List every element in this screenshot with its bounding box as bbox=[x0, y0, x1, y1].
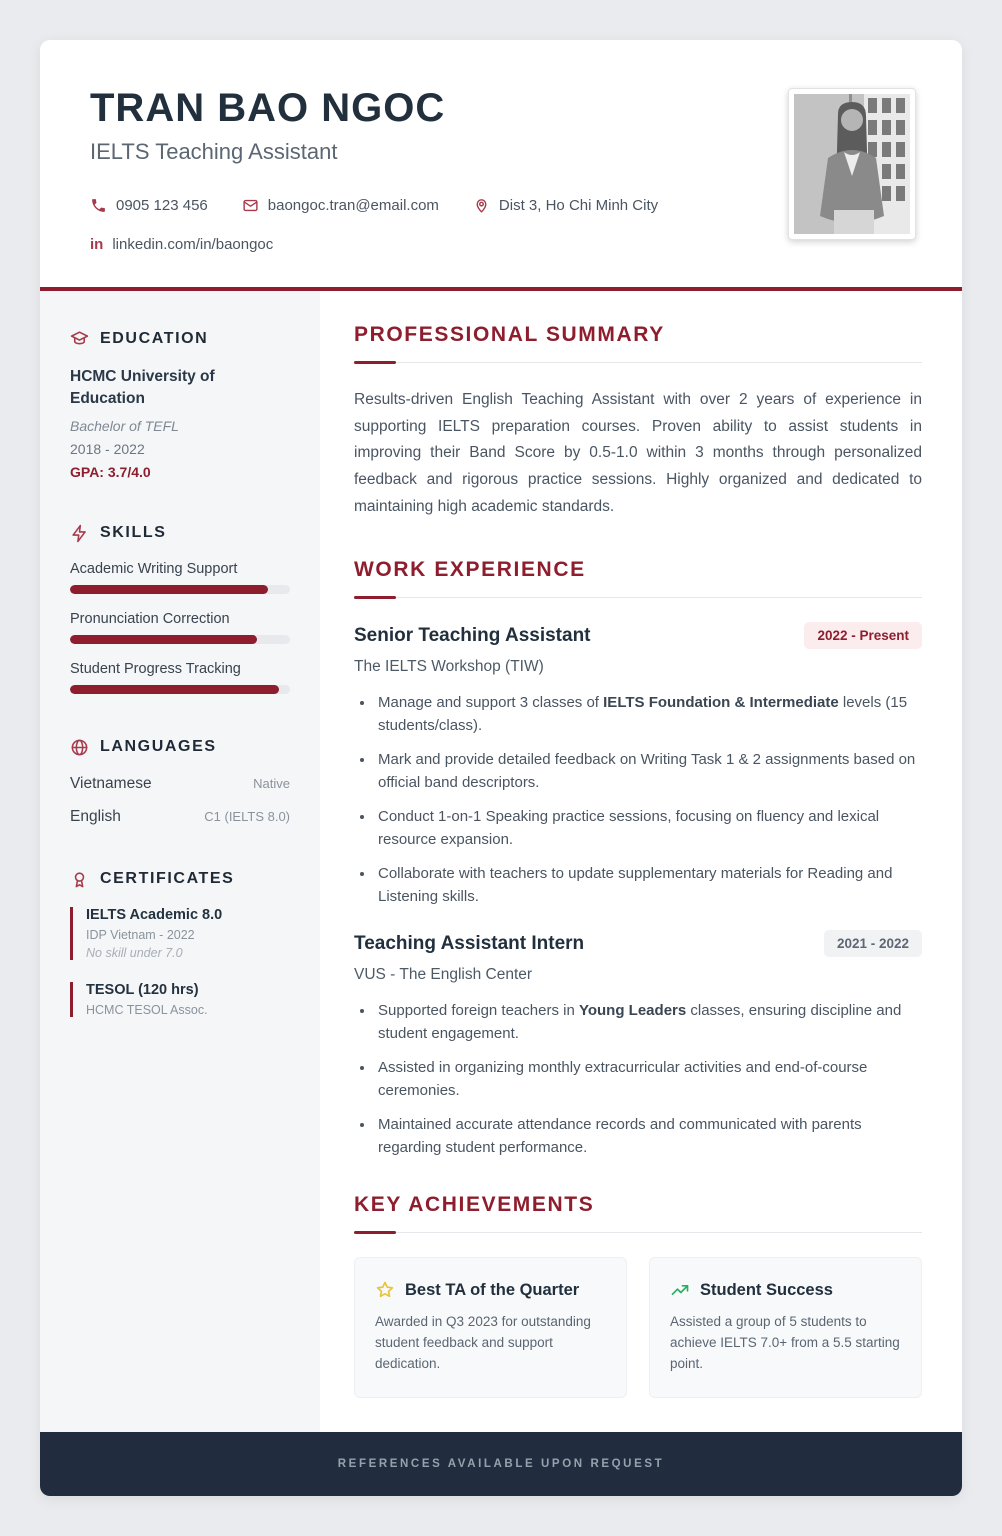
job-title: Teaching Assistant Intern bbox=[354, 932, 585, 954]
skill-bar-fill bbox=[70, 685, 279, 694]
phone-contact bbox=[90, 197, 208, 214]
linkedin-url: linkedin.com/in/baongoc bbox=[112, 236, 274, 253]
education-years: 2018 - 2022 bbox=[70, 440, 145, 457]
job-bullet: • Assisted in organizing monthly extracurricular activities and end-of-course ceremonies. bbox=[375, 1057, 922, 1102]
job-bullet: • Conduct 1-on-1 Speaking practice sessions, focusing on fluency and lexical resource expansion. bbox=[375, 806, 922, 851]
medal-icon bbox=[70, 870, 89, 889]
content-columns bbox=[40, 291, 962, 1432]
skill-bar-track bbox=[70, 635, 290, 644]
job-header bbox=[354, 930, 922, 957]
education-gpa: GPA: 3.7/4.0 bbox=[70, 463, 151, 480]
location-text: Dist 3, Ho Chi Minh City bbox=[498, 197, 659, 214]
achievement-card bbox=[649, 1257, 922, 1398]
job-company: The IELTS Workshop (TIW) bbox=[354, 658, 544, 676]
languages-section bbox=[70, 738, 290, 826]
location-pin-icon bbox=[473, 197, 490, 214]
languages-heading: LANGUAGES bbox=[70, 738, 290, 757]
certificate-item: IELTS Academic 8.0 IDP Vietnam - 2022 No skill under 7.0 bbox=[70, 907, 290, 960]
achievement-text: Assisted a group of 5 students to achieve IELTS 7.0+ from a 5.5 starting point. bbox=[670, 1314, 900, 1372]
skills-section bbox=[70, 524, 290, 694]
achievements-section bbox=[354, 1193, 922, 1398]
phone-icon bbox=[90, 197, 107, 214]
job-header bbox=[354, 622, 922, 649]
section-rule bbox=[354, 362, 922, 363]
trending-up-icon bbox=[670, 1280, 690, 1300]
profile-photo-image bbox=[794, 94, 910, 234]
achievement-title: Best TA of the Quarter bbox=[405, 1280, 580, 1299]
job-company: VUS - The English Center bbox=[354, 966, 533, 984]
achievements-grid bbox=[354, 1257, 922, 1398]
star-icon bbox=[375, 1280, 395, 1300]
footer-text: REFERENCES AVAILABLE UPON REQUEST bbox=[337, 1458, 665, 1470]
skill-bar-track bbox=[70, 585, 290, 594]
achievement-title: Student Success bbox=[700, 1280, 833, 1299]
skill-bar-fill bbox=[70, 585, 268, 594]
job-bullet: • Supported foreign teachers in Young Leaders classes, ensuring discipline and student engagement. bbox=[375, 1000, 922, 1045]
skill-item: Student Progress Tracking bbox=[70, 661, 290, 694]
skill-item: Academic Writing Support bbox=[70, 561, 290, 594]
profile-photo bbox=[788, 88, 916, 240]
certificates-heading: CERTIFICATES bbox=[70, 870, 290, 889]
section-rule bbox=[354, 1232, 922, 1233]
achievement-title-row bbox=[670, 1280, 901, 1300]
skills-heading: SKILLS bbox=[70, 524, 290, 543]
candidate-name: TRAN BAO NGOC bbox=[90, 86, 446, 130]
achievement-text: Awarded in Q3 2023 for outstanding student feedback and support dedication. bbox=[375, 1314, 591, 1372]
lightning-icon bbox=[70, 524, 89, 543]
graduation-cap-icon bbox=[70, 329, 89, 348]
language-row: English C1 (IELTS 8.0) bbox=[70, 807, 290, 825]
education-section bbox=[70, 329, 290, 480]
job-period-badge: 2022 - Present bbox=[804, 622, 922, 649]
contact-row-1 bbox=[90, 197, 658, 214]
summary-heading: PROFESSIONAL SUMMARY bbox=[354, 323, 665, 346]
job-bullet: • Manage and support 3 classes of IELTS Foundation & Intermediate levels (15 students/class). bbox=[375, 692, 922, 737]
achievement-title-row bbox=[375, 1280, 606, 1300]
achievement-card bbox=[354, 1257, 627, 1398]
sidebar bbox=[40, 291, 320, 1432]
experience-section bbox=[354, 558, 922, 1159]
skill-bar-track bbox=[70, 685, 290, 694]
envelope-icon bbox=[242, 197, 259, 214]
location-contact bbox=[473, 197, 658, 214]
certificate-item: TESOL (120 hrs) HCMC TESOL Assoc. bbox=[70, 982, 290, 1017]
linkedin-icon: in bbox=[90, 236, 104, 253]
job-entry bbox=[354, 930, 922, 1159]
job-bullet-list bbox=[354, 1000, 922, 1159]
linkedin-contact[interactable] bbox=[90, 236, 273, 253]
section-rule bbox=[354, 597, 922, 598]
phone-number: 0905 123 456 bbox=[116, 197, 208, 214]
email-address: baongoc.tran@email.com bbox=[267, 197, 439, 214]
header bbox=[40, 40, 962, 287]
skill-bar-fill bbox=[70, 635, 257, 644]
resume-card bbox=[40, 40, 962, 1496]
certificates-section bbox=[70, 870, 290, 1017]
education-school: HCMC University of Education bbox=[70, 368, 215, 408]
job-title: Senior Teaching Assistant bbox=[354, 624, 591, 646]
job-bullet-list bbox=[354, 692, 922, 908]
contact-block bbox=[90, 197, 658, 253]
footer bbox=[40, 1432, 962, 1496]
job-entry bbox=[354, 622, 922, 908]
contact-row-2 bbox=[90, 236, 658, 253]
job-bullet: • Mark and provide detailed feedback on Writing Task 1 & 2 assignments based on official band descriptors. bbox=[375, 749, 922, 794]
header-identity bbox=[90, 86, 658, 253]
main-column bbox=[320, 291, 962, 1432]
summary-section bbox=[354, 323, 922, 520]
experience-heading: WORK EXPERIENCE bbox=[354, 558, 586, 582]
candidate-job-title: IELTS Teaching Assistant bbox=[90, 139, 338, 164]
job-bullet: • Collaborate with teachers to update supplementary materials for Reading and Listening skills. bbox=[375, 863, 922, 908]
email-contact[interactable] bbox=[242, 197, 439, 214]
globe-icon bbox=[70, 738, 89, 757]
summary-text: Results-driven English Teaching Assistant with over 2 years of experience in supporting IELTS preparation courses. Proven ability to assist students in improving their Band Score by 0.5-1.0 within 3 months through personalized feedback and rigorous practice sessions. Highly organized and dedicated to maintaining high academic standards. bbox=[354, 391, 922, 515]
language-row: Vietnamese Native bbox=[70, 774, 290, 792]
education-heading: EDUCATION bbox=[70, 329, 290, 348]
job-period-badge: 2021 - 2022 bbox=[824, 930, 922, 957]
education-degree: Bachelor of TEFL bbox=[70, 417, 179, 434]
job-bullet: • Maintained accurate attendance records and communicated with parents regarding student performance. bbox=[375, 1114, 922, 1159]
achievements-heading: KEY ACHIEVEMENTS bbox=[354, 1193, 595, 1217]
skill-item: Pronunciation Correction bbox=[70, 611, 290, 644]
